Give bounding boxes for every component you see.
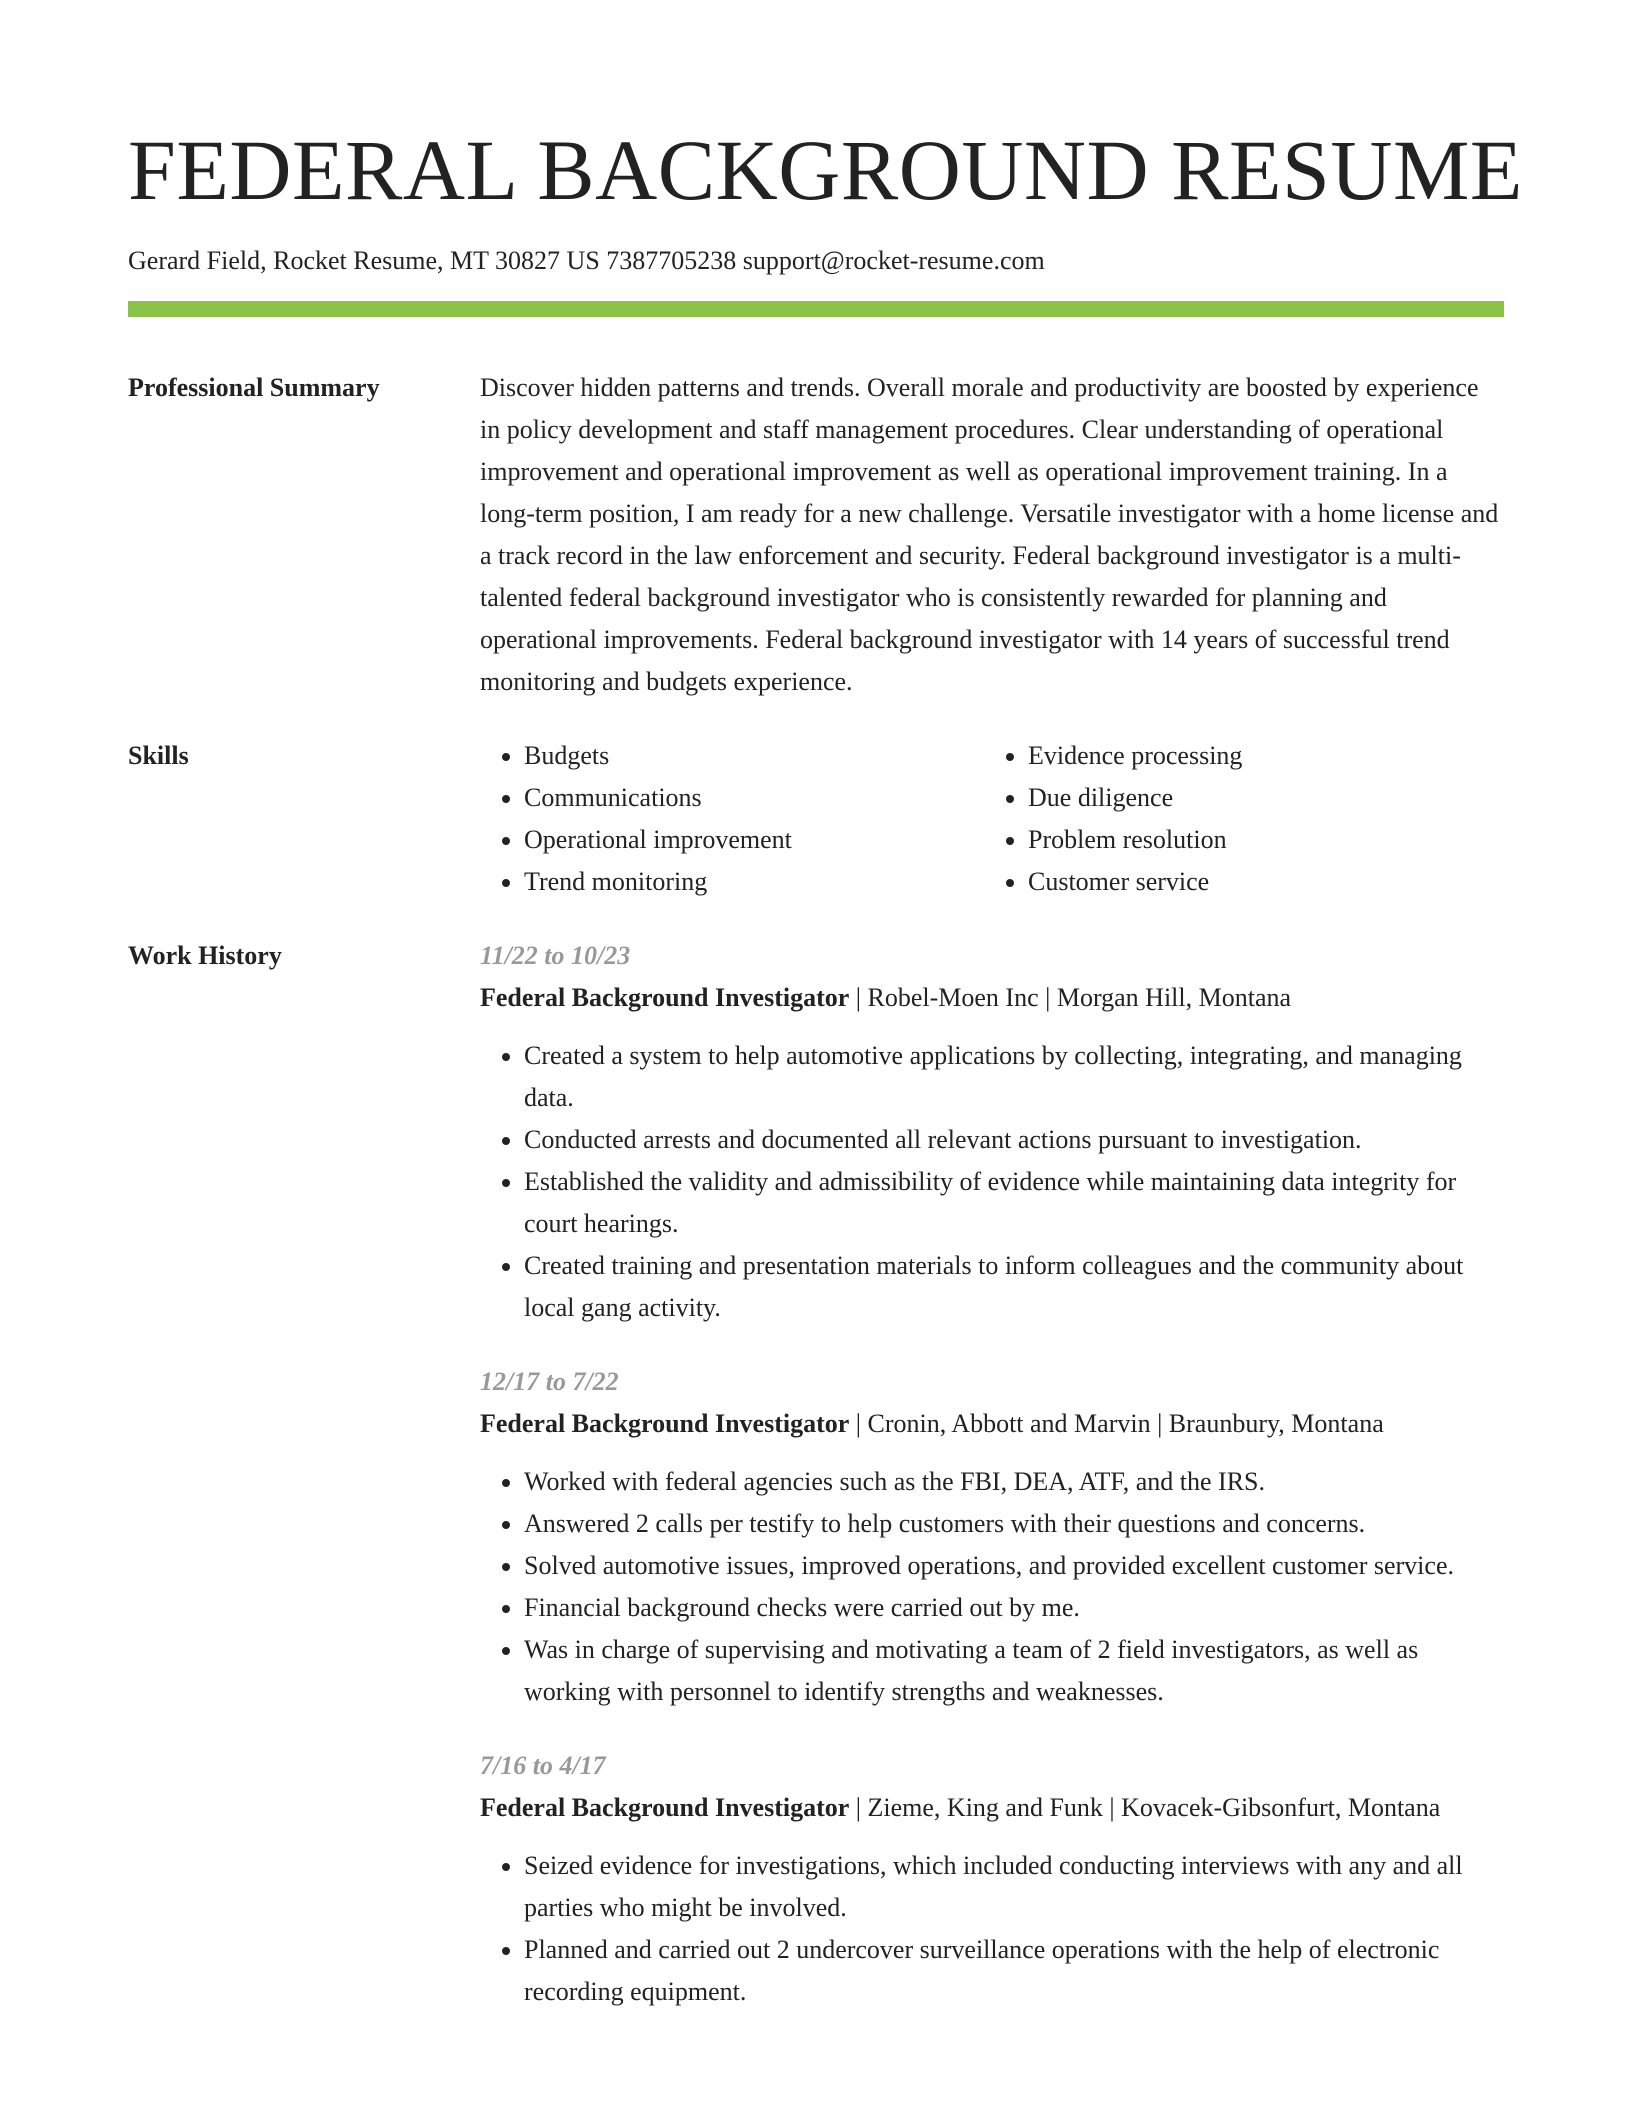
professional-summary-section — [128, 367, 1504, 703]
job-bullet: • Conducted arrests and documented all relevant actions pursuant to investigation. — [524, 1119, 1504, 1161]
job-bullet: • Established the validity and admissibility of evidence while maintaining data integrity for court hearings. — [524, 1161, 1504, 1245]
job-title: Federal Background Investigator — [480, 1793, 850, 1822]
job-bullet: • Created a system to help automotive applications by collecting, integrating, and managing data. — [524, 1035, 1504, 1119]
job-bullet: • Was in charge of supervising and motivating a team of 2 field investigators, as well as working with personnel to identify strengths and weaknesses. — [524, 1629, 1504, 1713]
job-title-line — [480, 1787, 1504, 1829]
work-history-body — [480, 935, 1504, 2013]
job-title: Federal Background Investigator — [480, 983, 850, 1012]
skills-list-right — [984, 735, 1488, 903]
job-entry — [480, 1361, 1504, 1713]
skill-item: • Communications — [524, 777, 984, 819]
summary-body — [480, 367, 1504, 703]
job-dates: 7/16 to 4/17 — [480, 1751, 606, 1780]
job-bullet: • Planned and carried out 2 undercover surveillance operations with the help of electronic recording equipment. — [524, 1929, 1504, 2013]
job-title: Federal Background Investigator — [480, 1409, 850, 1438]
skill-item: • Evidence processing — [1028, 735, 1488, 777]
job-bullet: • Answered 2 calls per testify to help customers with their questions and concerns. — [524, 1503, 1504, 1545]
job-dates: 11/22 to 10/23 — [480, 941, 631, 970]
work-history-section — [128, 935, 1504, 2013]
skill-item: • Customer service — [1028, 861, 1488, 903]
skill-item: • Due diligence — [1028, 777, 1488, 819]
job-dates: 12/17 to 7/22 — [480, 1367, 619, 1396]
job-bullet: • Created training and presentation materials to inform colleagues and the community about local gang activity. — [524, 1245, 1504, 1329]
job-entry — [480, 1745, 1504, 2013]
job-bullet: • Solved automotive issues, improved operations, and provided excellent customer service. — [524, 1545, 1504, 1587]
job-bullet: • Worked with federal agencies such as the FBI, DEA, ATF, and the IRS. — [524, 1461, 1504, 1503]
job-bullet: • Seized evidence for investigations, which included conducting interviews with any and all parties who might be involved. — [524, 1845, 1504, 1929]
section-label-work-history: Work History — [128, 941, 282, 970]
job-bullet: • Financial background checks were carried out by me. — [524, 1587, 1504, 1629]
skills-grid — [480, 735, 1504, 903]
job-details: | Robel-Moen Inc | Morgan Hill, Montana — [849, 983, 1292, 1012]
job-entry — [480, 935, 1504, 1329]
job-bullets — [480, 1461, 1504, 1713]
skills-list-left — [480, 735, 984, 903]
section-label-skills: Skills — [128, 741, 189, 770]
skill-item: • Budgets — [524, 735, 984, 777]
job-title-line — [480, 977, 1504, 1019]
job-bullets — [480, 1845, 1504, 2013]
header-divider — [128, 301, 1504, 317]
job-title-line — [480, 1403, 1504, 1445]
skills-section — [128, 735, 1504, 903]
summary-text: Discover hidden patterns and trends. Overall morale and productivity are boosted by experience in policy development and staff management procedures. Clear understanding of operational improvement and operational improvement as well as operational improvement training. In a long-term position, I am ready for a new challenge. Versatile investigator with a home license and a track record in the law enforcement and security. Federal background investigator is a multi-talented federal background investigator who is consistently rewarded for planning and operational improvements. Federal background investigator with 14 years of successful trend monitoring and budgets experience. — [480, 373, 1499, 696]
skill-item: • Operational improvement — [524, 819, 984, 861]
skill-item: • Trend monitoring — [524, 861, 984, 903]
job-details: | Zieme, King and Funk | Kovacek-Gibsonfurt, Montana — [849, 1793, 1441, 1822]
contact-line: Gerard Field, Rocket Resume, MT 30827 US 7387705238 support@rocket-resume.com — [128, 246, 1045, 275]
section-label-summary: Professional Summary — [128, 373, 380, 402]
job-bullets — [480, 1035, 1504, 1329]
job-details: | Cronin, Abbott and Marvin | Braunbury, Montana — [849, 1409, 1384, 1438]
skill-item: • Problem resolution — [1028, 819, 1488, 861]
resume-page — [128, 0, 1523, 2013]
resume-title: FEDERAL BACKGROUND RESUME — [128, 122, 1523, 218]
